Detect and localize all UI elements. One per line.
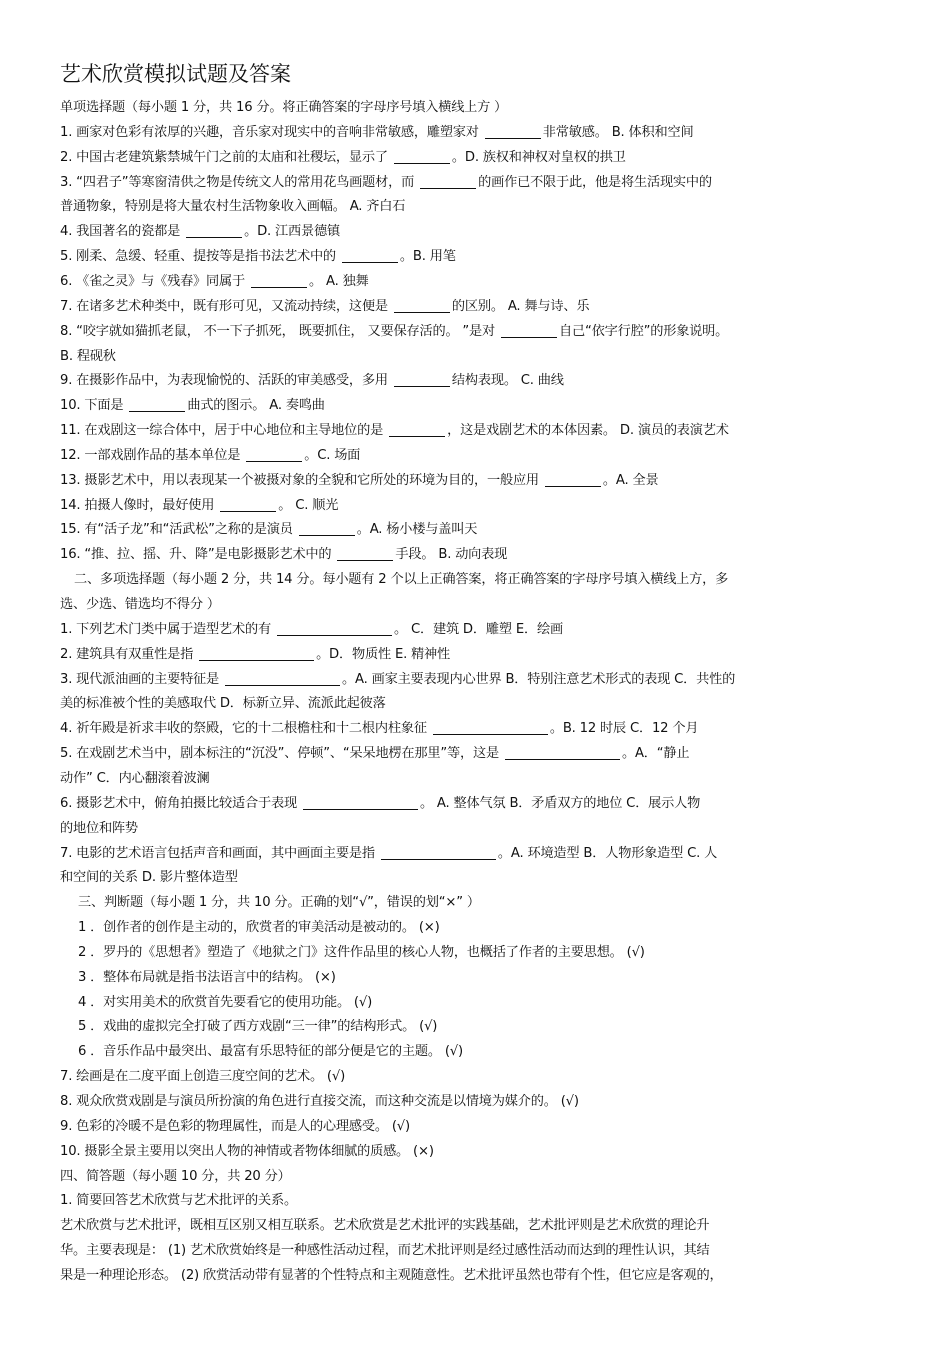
line-text: 华。主要表现是： (1) 艺术欣赏始终是一种感性活动过程，而艺术批评则是经过感性活动而达到的理性认识，其结 bbox=[60, 1243, 710, 1259]
answer-blank bbox=[251, 273, 307, 288]
line-text: 3. 现代派油画的主要特征是 bbox=[60, 671, 224, 687]
text-line bbox=[60, 422, 729, 440]
text-line bbox=[60, 273, 369, 291]
text-line bbox=[60, 695, 386, 713]
line-text: 6. 《雀之灵》与《残春》同属于 bbox=[60, 273, 250, 289]
line-text: 15. 有“活子龙”和“活武松”之称的是演员 bbox=[60, 522, 297, 538]
answer-blank bbox=[129, 397, 185, 412]
answer-blank bbox=[337, 546, 393, 561]
line-text: 11. 在戏剧这一综合体中，居于中心地位和主导地位的是 bbox=[60, 423, 388, 439]
line-text: 。B. 12 时辰 C．12 个月 bbox=[549, 721, 699, 737]
answer-blank bbox=[394, 372, 450, 387]
line-text: 4. 祈年殿是祈求丰收的祭殿，它的十二根檐柱和十二根内柱象征 bbox=[60, 721, 431, 737]
text-line bbox=[60, 820, 138, 838]
line-text: 。 C. 顺光 bbox=[278, 497, 339, 513]
answer-blank bbox=[186, 223, 242, 238]
text-line bbox=[60, 1143, 434, 1161]
line-text: 自己“依字行腔”的形象说明。 bbox=[559, 323, 729, 339]
line-text: 6 ．音乐作品中最突出、最富有乐思特征的部分便是它的主题。 (√) bbox=[78, 1044, 463, 1060]
line-text: 2. 中国古老建筑紫禁城午门之前的太庙和社稷坛，显示了 bbox=[60, 149, 392, 165]
line-text: 2. 建筑具有双重性是指 bbox=[60, 646, 198, 662]
line-text: 5. 在戏剧艺术当中，剧本标注的“沉没”、停顿”、“呆呆地楞在那里”等，这是 bbox=[60, 746, 503, 762]
answer-blank bbox=[485, 124, 541, 139]
line-text: 1. 简要回答艺术欣赏与艺术批评的关系。 bbox=[60, 1193, 297, 1209]
line-text: 普通物象，特别是将大量农村生活物象收入画幅。 A. 齐白石 bbox=[60, 199, 406, 215]
line-text: 2 ．罗丹的《思想者》塑造了《地狱之门》这件作品里的核心人物，也概括了作者的主要思想。 (√) bbox=[78, 944, 645, 960]
text-line bbox=[60, 646, 450, 664]
text-line bbox=[60, 348, 116, 366]
answer-blank bbox=[299, 521, 355, 536]
text-line bbox=[60, 248, 456, 266]
line-text: 。A. 全景 bbox=[602, 472, 659, 488]
text-line bbox=[60, 869, 238, 887]
line-text: 。A. 环境造型 B．人物形象造型 C. 人 bbox=[497, 845, 718, 861]
line-text: 美的标准被个性的美感取代 D．标新立异、流派此起彼落 bbox=[60, 696, 386, 712]
line-text: 4. 我国著名的瓷都是 bbox=[60, 224, 185, 240]
answer-blank bbox=[199, 646, 314, 661]
line-text: 四、简答题（每小题 10 分，共 20 分） bbox=[60, 1168, 291, 1184]
line-text: 9. 色彩的冷暖不是色彩的物理属性，而是人的心理感受。 (√) bbox=[60, 1118, 410, 1134]
line-text: 4 ．对实用美术的欣赏首先要看它的使用功能。 (√) bbox=[78, 994, 373, 1010]
text-line bbox=[60, 149, 626, 167]
answer-blank bbox=[303, 795, 418, 810]
answer-blank bbox=[389, 422, 445, 437]
line-text: 7. 电影的艺术语言包括声音和画面，其中画面主要是指 bbox=[60, 845, 379, 861]
text-line bbox=[60, 323, 728, 341]
text-line bbox=[60, 397, 325, 415]
line-text: 。 C．建筑 D．雕塑 E．绘画 bbox=[393, 621, 563, 637]
text-line bbox=[60, 472, 658, 490]
line-text: 单项选择题（每小题 1 分，共 16 分。将正确答案的字母序号填入横线上方 ） bbox=[60, 100, 508, 115]
line-text: ，这是戏剧艺术的本体因素。 D. 演员的表演艺术 bbox=[447, 423, 729, 439]
line-text: 13. 摄影艺术中，用以表现某一个被摄对象的全貌和它所处的环境为目的，一般应用 bbox=[60, 472, 543, 488]
answer-blank bbox=[545, 472, 601, 487]
answer-blank bbox=[394, 149, 450, 164]
line-text: 的区别。 A. 舞与诗、乐 bbox=[451, 298, 590, 314]
text-line bbox=[60, 596, 220, 614]
text-line bbox=[60, 198, 405, 216]
answer-blank bbox=[420, 174, 476, 189]
line-text: 6. 摄影艺术中，俯角拍摄比较适合于表现 bbox=[60, 795, 301, 811]
text-line bbox=[60, 795, 700, 813]
line-text: 10. 下面是 bbox=[60, 398, 128, 414]
text-line bbox=[60, 546, 507, 564]
line-text: 的地位和阵势 bbox=[60, 820, 138, 836]
line-text: 曲式的图示。 A. 奏鸣曲 bbox=[187, 398, 325, 414]
answer-blank bbox=[394, 298, 450, 313]
line-text: 手段。 B. 动向表现 bbox=[395, 547, 508, 563]
line-text: 选、少选、错选均不得分 ） bbox=[60, 597, 220, 612]
line-text: 。B. 用笔 bbox=[399, 249, 456, 265]
text-line bbox=[78, 1043, 463, 1061]
text-line bbox=[78, 894, 480, 912]
line-text: 。 A. 独舞 bbox=[309, 273, 369, 289]
line-text: 8. 观众欣赏戏剧是与演员所扮演的角色进行直接交流，而这种交流是以情境为媒介的。 (√) bbox=[60, 1094, 579, 1109]
line-text: 。A. 杨小楼与盖叫天 bbox=[356, 522, 478, 538]
answer-blank bbox=[277, 621, 392, 636]
line-text: 。D. 族权和神权对皇权的拱卫 bbox=[451, 149, 626, 165]
line-text: 5 ．戏曲的虚拟完全打破了西方戏剧“三一律”的结构形式。 (√) bbox=[78, 1019, 438, 1035]
text-line bbox=[60, 1093, 579, 1111]
text-line bbox=[60, 1267, 722, 1285]
text-line bbox=[60, 521, 477, 539]
text-line bbox=[78, 1018, 437, 1036]
line-text: 。D．物质性 E. 精神性 bbox=[316, 646, 451, 662]
text-line bbox=[60, 1192, 297, 1210]
line-text: 果是一种理论形态。 (2) 欣赏活动带有显著的个性特点和主观随意性。艺术批评虽然也带有个性，但它应是客观的， bbox=[60, 1267, 723, 1283]
line-text: 8. “咬字就如猫抓老鼠， 不一下子抓死， 既要抓住， 又要保存活的。 ”是对 bbox=[60, 323, 500, 339]
text-line bbox=[60, 770, 210, 788]
answer-blank bbox=[220, 497, 276, 512]
text-line bbox=[60, 845, 717, 863]
line-text: 16. “推、拉、摇、升、降”是电影摄影艺术中的 bbox=[60, 547, 336, 563]
text-line bbox=[60, 1217, 709, 1235]
line-text: 。 A. 整体气氛 B．矛盾双方的地位 C．展示人物 bbox=[419, 795, 701, 811]
text-line bbox=[60, 298, 589, 316]
line-text: 1. 画家对色彩有浓厚的兴趣，音乐家对现实中的音响非常敏感，雕塑家对 bbox=[60, 124, 483, 140]
text-line bbox=[60, 124, 693, 142]
answer-blank bbox=[342, 248, 398, 263]
line-text: 和空间的关系 D. 影片整体造型 bbox=[60, 870, 238, 886]
text-line bbox=[60, 745, 689, 763]
text-line bbox=[60, 1168, 291, 1186]
line-text: 9. 在摄影作品中，为表现愉悦的、活跃的审美感受，多用 bbox=[60, 373, 392, 389]
line-text: 3 ．整体布局就是指书法语言中的结构。 (×) bbox=[78, 969, 336, 985]
text-line bbox=[60, 99, 507, 117]
line-text: 非常敏感。 B. 体积和空间 bbox=[542, 124, 694, 140]
line-text: 。A. 画家主要表现内心世界 B．特别注意艺术形式的表现 C．共性的 bbox=[342, 671, 736, 687]
line-text: 7. 在诸多艺术种类中，既有形可见，又流动持续，这便是 bbox=[60, 298, 392, 314]
text-line bbox=[60, 223, 340, 241]
text-line bbox=[60, 1118, 410, 1136]
answer-blank bbox=[225, 671, 340, 686]
text-line bbox=[60, 1242, 709, 1260]
line-text: 10. 摄影全景主要用以突出人物的神情或者物体细腻的质感。 (×) bbox=[60, 1143, 434, 1159]
text-line bbox=[60, 372, 564, 390]
text-line bbox=[78, 944, 645, 962]
text-line bbox=[78, 919, 440, 937]
text-line bbox=[78, 994, 372, 1012]
document-title: 艺术欣赏模拟试题及答案 bbox=[60, 62, 291, 86]
line-text: 三、判断题（每小题 1 分，共 10 分。正确的划“√”，错误的划“×” ） bbox=[78, 895, 480, 911]
line-text: 。C. 场面 bbox=[304, 447, 361, 463]
text-line bbox=[60, 671, 735, 689]
text-line bbox=[74, 571, 728, 589]
line-text: 7. 绘画是在二度平面上创造三度空间的艺术。 (√) bbox=[60, 1069, 346, 1085]
answer-blank bbox=[246, 447, 302, 462]
text-line bbox=[60, 497, 338, 515]
text-line bbox=[60, 447, 360, 465]
line-text: 。D. 江西景德镇 bbox=[244, 224, 340, 240]
line-text: 的画作已不限于此，他是将生活现实中的 bbox=[478, 174, 712, 190]
line-text: 1 ．创作者的创作是主动的，欣赏者的审美活动是被动的。 (×) bbox=[78, 920, 440, 936]
line-text: 5. 刚柔、急缓、轻重、提按等是指书法艺术中的 bbox=[60, 249, 340, 265]
text-line bbox=[60, 1068, 345, 1086]
line-text: B. 程砚秋 bbox=[60, 348, 116, 364]
answer-blank bbox=[381, 845, 496, 860]
answer-blank bbox=[433, 720, 548, 735]
text-line bbox=[60, 174, 712, 192]
line-text: 3. “四君子”等寒窗清供之物是传统文人的常用花鸟画题材，而 bbox=[60, 174, 419, 190]
answer-blank bbox=[501, 323, 557, 338]
line-text: 动作” C．内心翻滚着波澜 bbox=[60, 770, 210, 786]
line-text: 二、多项选择题（每小题 2 分，共 14 分。每小题有 2 个以上正确答案，将正确答案的字母序号填入横线上方，多 bbox=[74, 572, 729, 588]
text-line bbox=[60, 720, 698, 738]
line-text: 艺术欣赏与艺术批评，既相互区别又相互联系。艺术欣赏是艺术批评的实践基础，艺术批评则是艺术欣赏的理论升 bbox=[60, 1218, 710, 1234]
line-text: 。A．“静止 bbox=[621, 746, 690, 762]
line-text: 12. 一部戏剧作品的基本单位是 bbox=[60, 447, 245, 463]
text-line bbox=[78, 969, 336, 987]
line-text: 结构表现。 C. 曲线 bbox=[451, 373, 564, 389]
line-text: 14. 拍摄人像时，最好使用 bbox=[60, 497, 219, 513]
line-text: 1. 下列艺术门类中属于造型艺术的有 bbox=[60, 621, 275, 637]
answer-blank bbox=[505, 745, 620, 760]
text-line bbox=[60, 621, 563, 639]
